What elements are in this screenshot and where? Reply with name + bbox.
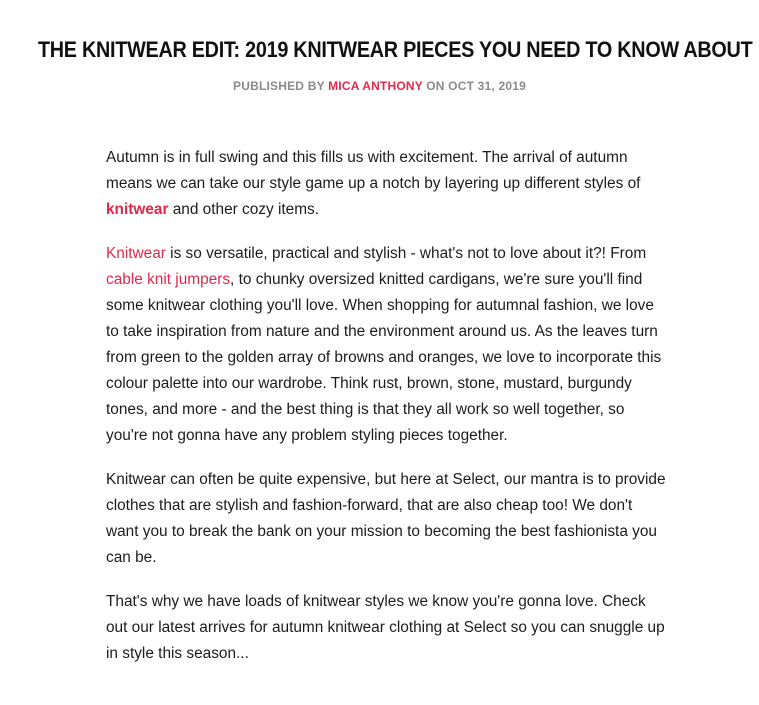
author-link[interactable]: MICA ANTHONY <box>328 79 423 93</box>
paragraph-1-text-before: Autumn is in full swing and this fills us with excitement. The arrival of autumn means we can take our style game up a notch by layering up different styles of <box>106 149 641 192</box>
knitwear-category-link[interactable]: Knitwear <box>106 245 166 262</box>
paragraph-2-text-2: , to chunky oversized knitted cardigans, we're sure you'll find some knitwear clothing you'll love. When shopping for autumnal fashion, we love to take inspiration from nature and the environment around us. As the leaves turn from green to the golden array of browns and oranges, we love to incorporate this colour palette into our wardrobe. Think rust, brown, stone, mustard, burgundy tones, and more - and the best thing is that they all work so well together, so you're not gonna have any problem styling pieces together. <box>106 271 662 444</box>
paragraph-4: That's why we have loads of knitwear styles we know you're gonna love. Check out our latest arrives for autumn knitwear clothing at Select so you can snuggle up in style this season... <box>106 593 665 662</box>
article-title: THE KNITWEAR EDIT: 2019 KNITWEAR PIECES YOU NEED TO KNOW ABOUT <box>37 36 753 62</box>
article-body <box>106 145 666 685</box>
paragraph-2-text-1: is so versatile, practical and stylish - what's not to love about it?! From <box>165 245 647 262</box>
publish-date: ON OCT 31, 2019 <box>422 79 526 93</box>
cable-knit-jumpers-link[interactable]: cable knit jumpers <box>106 271 231 288</box>
paragraph-2 <box>106 241 666 449</box>
byline <box>0 79 759 93</box>
byline-prefix: PUBLISHED BY <box>233 79 329 93</box>
knitwear-link[interactable]: knitwear <box>106 201 169 218</box>
paragraph-1 <box>106 145 666 223</box>
paragraph-1-text-after: and other cozy items. <box>168 201 320 218</box>
paragraph-3: Knitwear can often be quite expensive, but here at Select, our mantra is to provide clothes that are stylish and fashion-forward, that are also cheap too! We don't want you to break the bank on your mission to becoming the best fashionista you can be. <box>106 471 666 566</box>
